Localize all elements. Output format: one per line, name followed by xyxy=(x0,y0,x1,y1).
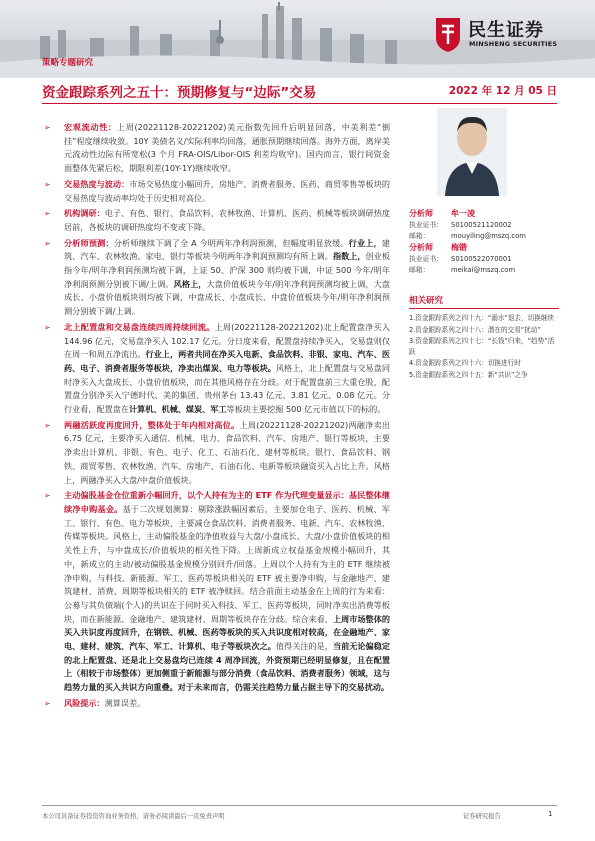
emphasis-text: 计算机、机械、煤炭、军工 xyxy=(129,404,227,415)
summary-paragraph xyxy=(42,237,390,319)
cert-label: 执业证书： xyxy=(409,221,443,229)
emphasis-text: 当前无论偏稳定的北上配置盘、还是北上交易盘均已连续 4 周净回流，外资预期已经明显修复，且在配置上（相较于市场整体）更加侧重于新能源与部分消费（食品饮料、消费者服务）领域，这与趋势力量的买入共识方向重叠。对于未来而言，仍需关注趋势力量占据主导下的交易扰动。 xyxy=(64,641,390,693)
analyst-name: 梅锴 xyxy=(451,243,467,252)
bullet-arrow-icon: ➢ xyxy=(44,322,51,332)
body-text: 分析师继续下调了全 A 今明两年净利润预测，但幅度明显放缓。 xyxy=(113,237,349,248)
body-text: 上周(20221128-20221202)北上配置盘净买入 144.96 亿元，交易盘净买入 102.17 亿元。分日度来看，配置盘持续净买入，交易盘则仅在周一和周五净流出。 xyxy=(64,321,390,360)
body-text: 大盘价值板块今年/明年净利润预测均被上调，大盘成长、小盘价值板块则均被下调，中盘成长、小盘成长、中盘价值板块今年/明年净利润预测分别被下调/上调。 xyxy=(64,278,390,317)
highlight-text: 交易热度与波动： xyxy=(64,178,130,189)
body-text: 电子、有色、银行、食品饮料、农林牧渔、计算机、医药、机械等板块调研热度居前，各板块的调研热度均不变或下降。 xyxy=(64,208,390,232)
body-text: 风格上，北上配置盘与交易盘同时净买入大盘成长、小盘价值板块，而在其他风格存在分歧。对于配置盘前三大重仓股，配置盘分别净买入宁德时代、美的集团、贵州茅台 13.43 亿元、3.81 亿元、0.08 亿元。分行业看，配置盘在 xyxy=(64,362,390,415)
analyst-email[interactable]: mouyiling@mszq.com xyxy=(451,232,526,240)
report-title: 资金跟踪系列之五十：预期修复与“边际”交易 xyxy=(42,85,317,101)
summary-paragraph xyxy=(42,419,390,488)
related-research-list xyxy=(409,313,559,382)
cert-number: S0100522070001 xyxy=(451,255,512,263)
highlight-text: 两融活跃度再度回升，整体处于年内相对高位。 xyxy=(64,419,240,430)
bullet-arrow-icon: ➢ xyxy=(44,420,51,430)
related-research-item[interactable]: 1.资金跟踪系列之四十九：“溺水”退去，切换继续 xyxy=(409,314,554,322)
analyst-card xyxy=(409,242,559,276)
analyst-role: 分析师 xyxy=(409,209,433,218)
logo-text: 民生证券 xyxy=(468,20,544,41)
page-number: 1 xyxy=(548,810,553,818)
related-research-item[interactable]: 4.资金跟踪系列之四十六：切换进行时 xyxy=(409,359,521,368)
report-category: 策略专题研究 xyxy=(42,58,94,68)
body-text: 值得关注的是， xyxy=(275,641,333,652)
highlight-text: 北上配置盘和交易盘连续四周持续回流。 xyxy=(64,321,215,332)
highlight-text: 机构调研： xyxy=(64,208,105,219)
summary-column xyxy=(42,121,390,713)
highlight-text: 主动偏股基金仓位重新小幅回升，以个人持有为主的 ETF 作为代理变量显示：基民整体继续净申购基金。 xyxy=(64,490,390,514)
company-logo xyxy=(432,14,582,60)
related-research-item[interactable]: 3.资金跟踪系列之四十七：“长钱”归来，“趋势”活跃 xyxy=(409,337,555,356)
cert-number: S0100521120002 xyxy=(451,221,512,229)
emphasis-text: 行业上， xyxy=(145,349,179,360)
emphasis-text: 指数上， xyxy=(332,251,366,262)
analyst-card xyxy=(409,208,559,242)
emphasis-text: 风格上， xyxy=(173,278,207,289)
highlight-text: 分析师预测： xyxy=(64,237,114,248)
email-label: 邮箱： xyxy=(409,232,430,240)
summary-paragraph xyxy=(42,697,390,711)
summary-paragraph xyxy=(42,489,390,695)
body-text: 创业板指今年/明年净利润预测均被下调，上证 50、沪深 300 则均被下调，中证 500 今年/明年净利润预测分别被下调/上调。 xyxy=(64,251,390,289)
emphasis-text: 行业上， xyxy=(348,237,382,248)
bullet-arrow-icon: ➢ xyxy=(44,123,51,132)
bullet-arrow-icon: ➢ xyxy=(44,491,51,501)
related-research-title: 相关研究 xyxy=(409,294,559,309)
footer-divider xyxy=(42,805,557,806)
body-text: 上周(20221128-20221202)两融净卖出 6.75 亿元，主要净买入通信、机械、电力、食品饮料、汽车、房地产、银行等板块，主要净卖出计算机、非银、有色、电子、化工、石油石化、建材等板块。银行、食品饮料、钢铁、商贸零售、农林牧渔、汽车、房地产、石油石化、电新等板块融资买入占比上升。风格上，两融净买入大盘/中盘价值板块。 xyxy=(64,419,390,485)
email-label: 邮箱： xyxy=(409,266,430,274)
summary-paragraph xyxy=(42,321,390,417)
bullet-arrow-icon: ➢ xyxy=(44,179,51,189)
analyst-email[interactable]: meikai@mszq.com xyxy=(451,266,516,274)
analyst-name: 牟一凌 xyxy=(451,209,475,218)
highlight-text: 宏观流动性： xyxy=(64,122,117,132)
footer-disclaimer: 本公司具备证券投资咨询业务资格，请务必阅读最后一页免责声明 xyxy=(42,813,225,820)
emphasis-text: 两者共同在净买入电新、食品饮料、非银、家电、汽车、医药、电子、消费者服务等板块，净卖出煤炭、电力等板块。 xyxy=(64,349,390,373)
body-text: 基于二次规划测算：剔除涨跌幅因素后，主要加仓电子、医药、机械、军工、银行、有色、电力等板块，主要减仓食品饮料、消费者服务、电新、汽车、农林牧渔、传媒等板块。风格上，主动偏股基金的净值收益与大盘/小盘成长、大盘/小盘价值板块的相关性上升，与中盘成长/价值板块的相关性下降。上周新成立权益基金规模小幅回升，其中，新成立的主动/被动偏股基金规模分别回升/回落。上周以个人持有为主的 ETF 继续被净申购，与科技、新能源、军工、医药等板块相关的 ETF 被主要净申购，与金融地产、建筑建材、消费、周期等板块相关的 ETF 被净赎回。结合前面主动基金在上周的行为来看：公募与其负债端(个人)的共识在于同时买入科技、军工、医药等板块，同时净卖出消费等板块，而在新能源、金融地产、建筑建材、周期等板块存在分歧。综合来看， xyxy=(64,503,390,624)
logo-emblem-icon xyxy=(432,14,464,54)
emphasis-text: 上周市场整体的买入共识度再度回升，在钢铁、机械、医药等板块的买入共识度相对较高，在金融地产、家电、建材、建筑、汽车、军工、计算机、电子等板块次之。 xyxy=(64,613,390,652)
body-text: 建筑、汽车、农林牧渔、家电、银行等板块今明两年净利润预测均有所上调。 xyxy=(64,237,390,262)
summary-paragraph xyxy=(42,178,390,205)
bullet-arrow-icon: ➢ xyxy=(44,698,51,708)
body-text: 测算误差。 xyxy=(104,697,146,708)
body-text: 市场交易热度小幅回升，房地产、消费者服务、医药、商贸零售等板块的交易热度与波动率均处于历史相对高位。 xyxy=(64,178,390,203)
analyst-role: 分析师 xyxy=(409,243,433,252)
cert-label: 执业证书： xyxy=(409,255,443,263)
bullet-arrow-icon: ➢ xyxy=(44,209,51,219)
related-research-item[interactable]: 5.资金跟踪系列之四十五：新“共识”之争 xyxy=(409,370,528,379)
analyst-photo xyxy=(437,108,507,196)
summary-paragraph xyxy=(42,121,390,176)
body-text: 上周(20221128-20221202)美元指数先回升后明显回落，中美利差“倒挂”程度继续收敛。10Y 美债名义/实际利率均回落，通胀预期继续回落。海外方面，离岸美元流动性边际有所宽松(3 个月 FRA-OIS/Libor-OIS 利差均收窄)。国内而言，银行间资金面整体先紧后松，期限利差(10Y-1Y)继续收窄。 xyxy=(64,122,390,174)
footer-report-type: 证券研究报告 xyxy=(463,813,501,820)
header-banner xyxy=(0,0,595,78)
highlight-text: 风险提示： xyxy=(64,697,105,708)
report-date: 2022 年 12 月 05 日 xyxy=(448,85,557,97)
title-divider xyxy=(42,103,557,104)
bullet-arrow-icon: ➢ xyxy=(44,238,51,248)
summary-paragraph xyxy=(42,207,390,234)
related-research-item[interactable]: 2.资金跟踪系列之四十八：潜在的交易“扰动” xyxy=(409,325,541,334)
body-text: 等板块主要挖掘 500 亿元市值以下的标的。 xyxy=(226,404,386,415)
logo-subtitle: MINSHENG SECURITIES xyxy=(469,40,558,48)
